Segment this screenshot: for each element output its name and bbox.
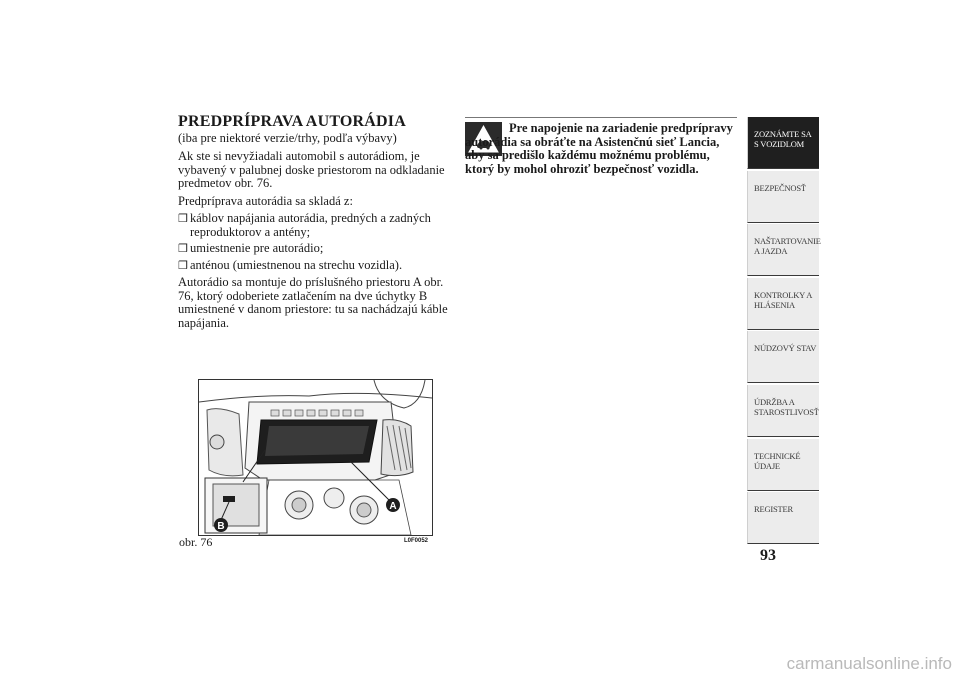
tab-label: ÚDRŽBA A STAROSTLIVOSŤ <box>754 396 819 417</box>
checkbox-bullet-icon: ❒ <box>178 213 188 225</box>
section-title: PREDPRÍPRAVA AUTORÁDIA <box>178 113 406 130</box>
tab-label: KONTROLKY A HLÁSENIA <box>754 289 812 310</box>
tab-label: NAŠTARTOVANIE A JAZDA <box>754 236 821 257</box>
section-subtitle: (iba pre niektoré verzie/trhy, podľa výbavy) <box>178 131 397 145</box>
list-item-text: anténou (umiestnenou na strechu vozidla). <box>190 257 403 272</box>
components-intro: Predpríprava autorádia sa skladá z: <box>178 193 353 208</box>
tab-register[interactable] <box>747 492 819 544</box>
tab-technicke-udaje[interactable] <box>747 439 819 491</box>
label-a: A <box>389 501 397 512</box>
tab-label: BEZPEČNOSŤ <box>754 182 806 193</box>
left-column <box>178 113 453 334</box>
chapter-tabs <box>747 117 819 546</box>
tab-label: REGISTER <box>754 504 794 515</box>
tab-zoznamte-sa[interactable] <box>747 117 819 169</box>
column-rule <box>465 117 737 118</box>
installation-paragraph: Autorádio sa montuje do príslušného priestoru A obr. 76, ktorý odoberiete zatlačením na dve úchytky B umiestnené v danom priestore: tu sa nachádzajú káble napájania. <box>178 275 448 330</box>
list-item-text: umiestnenie pre autorádio; <box>190 241 324 255</box>
page-number: 93 <box>760 547 776 564</box>
list-item <box>178 259 453 273</box>
figure-caption: obr. 76 <box>179 535 213 549</box>
tab-kontrolky[interactable] <box>747 278 819 330</box>
tab-label: ZOZNÁMTE SA S VOZIDLOM <box>754 129 812 149</box>
tab-nastartovanie[interactable] <box>747 224 819 276</box>
checkbox-bullet-icon: ❒ <box>178 243 188 255</box>
dashboard-illustration <box>199 380 432 535</box>
label-b: B <box>217 521 225 532</box>
tab-udrzba[interactable] <box>747 385 819 437</box>
tab-label: TECHNICKÉ ÚDAJE <box>754 450 801 471</box>
tab-nudzovy-stav[interactable] <box>747 331 819 383</box>
watermark: carmanualsonline.info <box>786 654 952 673</box>
list-item <box>178 242 453 256</box>
figure-radio-compartment <box>198 379 433 536</box>
tab-label: NÚDZOVÝ STAV <box>754 343 817 354</box>
figure-code: L0F0052 <box>404 538 429 544</box>
components-list <box>178 212 453 272</box>
list-item <box>178 212 453 239</box>
checkbox-bullet-icon: ❒ <box>178 259 188 272</box>
warning-text: Pre napojenie na zariadenie predprípravy autorádia sa obráťte na Asistenčnú sieť Lancia, aby sa predišlo každému možnému problému, ktorý by mohol ohroziť bezpečnosť vozidla. <box>465 121 733 176</box>
list-item-text: káblov napájania autorádia, predných a zadných reproduktorov a antény; <box>190 211 431 239</box>
intro-paragraph: Ak ste si nevyžiadali automobil s autorádiom, je vybavený v palubnej doske priestorom na odkladanie predmetov obr. 76. <box>178 149 445 190</box>
tab-bezpecnost[interactable] <box>747 171 819 223</box>
